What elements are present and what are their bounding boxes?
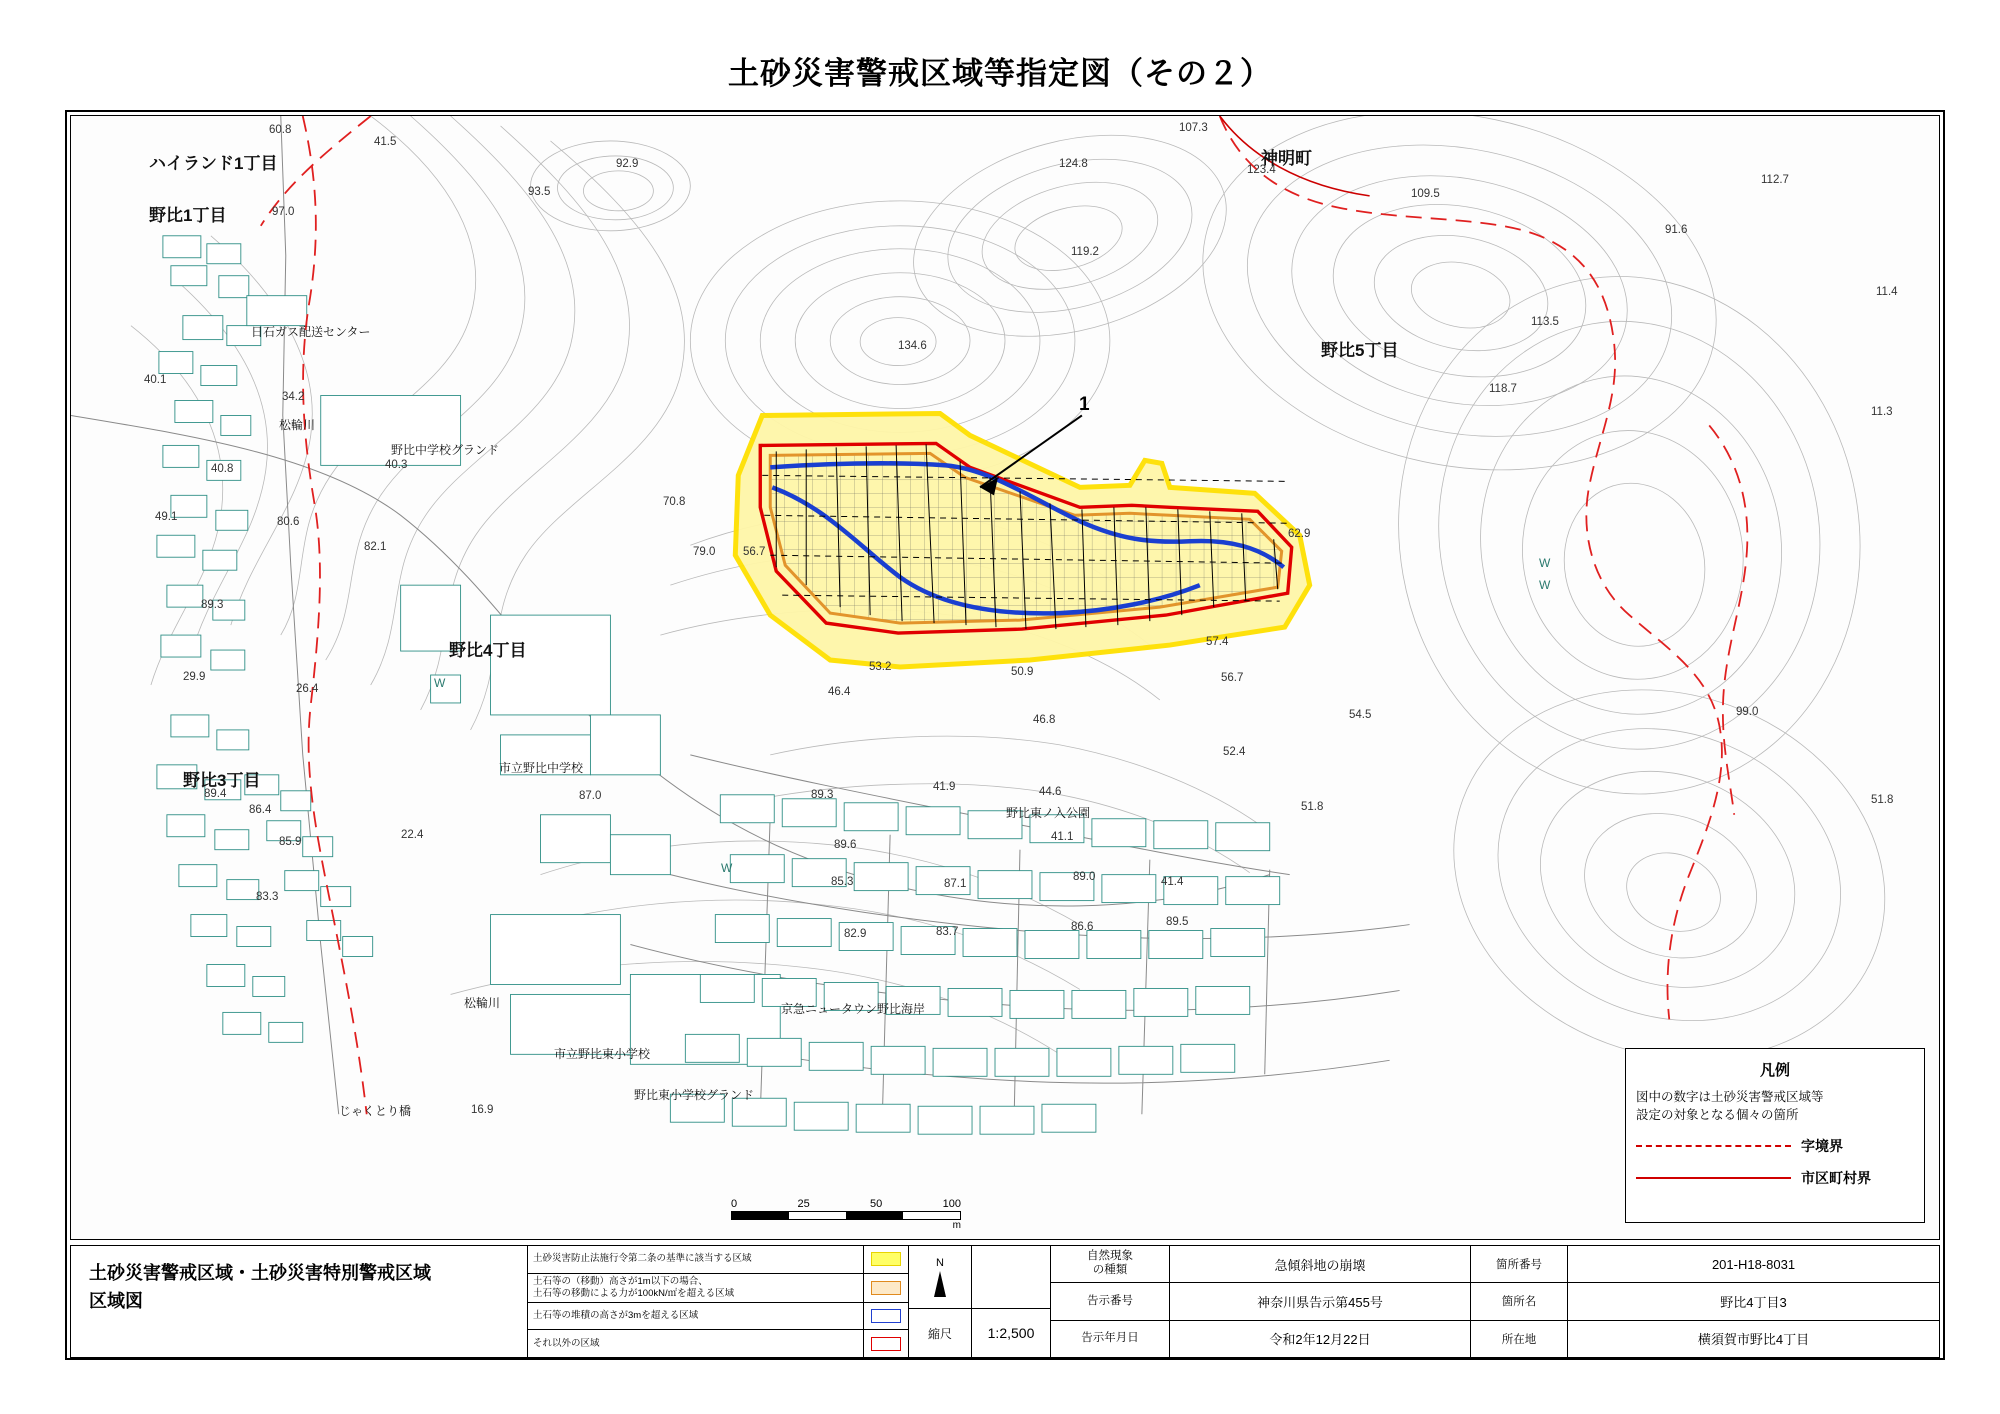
elevation-point-label: 53.2 [869, 661, 892, 673]
zone-kind-row [528, 1274, 908, 1303]
north-label: N [936, 1257, 944, 1269]
elevation-point-label: 16.9 [471, 1104, 494, 1116]
elevation-point-label: 134.6 [898, 340, 927, 352]
meta-header: 告示年月日 [1051, 1321, 1170, 1357]
water-mark-icon: W [721, 861, 733, 875]
elevation-point-label: 80.6 [277, 516, 300, 528]
meta-value: 野比4丁目3 [1720, 1294, 1787, 1310]
elevation-point-label: 57.4 [1206, 636, 1229, 648]
elevation-point-label: 41.4 [1161, 876, 1184, 888]
elevation-point-label: 79.0 [693, 546, 716, 558]
elevation-point-label: 41.1 [1051, 831, 1074, 843]
elevation-point-label: 87.0 [579, 790, 602, 802]
water-mark-icon: W [1539, 578, 1551, 592]
legend-item-municipal-boundary [1636, 1168, 1914, 1188]
facility-label: 野比東ノ入公園 [1006, 806, 1091, 820]
elevation-point-label: 85.3 [831, 876, 854, 888]
facility-label: 松輪川 [464, 996, 501, 1010]
scale-bar-graphic [731, 1211, 961, 1220]
map-doc-title-line1: 土砂災害警戒区域・土砂災害特別警戒区域 [89, 1263, 431, 1283]
solid-line-icon [1636, 1177, 1791, 1179]
facility-label: 市立野比東小学校 [554, 1047, 651, 1061]
elevation-point-label: 86.4 [249, 804, 272, 816]
zone-kind-swatch [863, 1330, 908, 1357]
facility-label: 市立野比中学校 [499, 761, 584, 775]
zone-kind-text: 土砂災害防止法施行令第二条の基準に該当する区域 [533, 1253, 752, 1265]
meta-value: 令和2年12月22日 [1170, 1321, 1471, 1357]
elevation-point-label: 118.7 [1489, 383, 1517, 395]
water-mark-icon: W [434, 676, 446, 690]
elevation-point-label: 62.9 [1288, 528, 1311, 540]
scale-spacer [972, 1246, 1050, 1309]
elevation-point-label: 97.0 [272, 206, 295, 218]
meta-header: 自然現象 の種類 [1051, 1246, 1170, 1282]
elevation-point-label: 52.4 [1223, 746, 1246, 758]
elevation-point-label: 85.9 [279, 836, 302, 848]
meta-header: 所在地 [1471, 1321, 1568, 1357]
elevation-point-label: 41.9 [933, 781, 956, 793]
page-title: 土砂災害警戒区域等指定図（その２） [728, 56, 1272, 91]
elevation-point-label: 113.5 [1531, 316, 1559, 328]
elevation-point-label: 89.3 [201, 599, 224, 611]
zone-kind-legend [528, 1246, 909, 1357]
dashed-line-icon [1636, 1145, 1791, 1147]
elevation-point-label: 99.0 [1736, 706, 1759, 718]
elevation-point-label: 83.7 [936, 926, 959, 938]
zone-kind-swatch [863, 1303, 908, 1330]
place-label: 野比4丁目 [449, 641, 527, 660]
elevation-point-label: 60.8 [269, 124, 292, 136]
elevation-point-label: 46.8 [1033, 714, 1056, 726]
north-arrow-icon [934, 1271, 946, 1297]
elevation-point-label: 91.6 [1665, 224, 1688, 236]
map-frame[interactable] [70, 115, 1940, 1240]
zone-kind-row [528, 1246, 908, 1274]
zone-kind-text: 土石等の（移動）高さが1m以下の場合、 土石等の移動による力が100kN/㎡を超える区域 [533, 1275, 735, 1299]
elevation-point-label: 46.4 [828, 686, 851, 698]
facility-label: 野比東小学校グランド [634, 1088, 755, 1102]
elevation-point-label: 56.7 [1221, 672, 1244, 684]
table-row [1051, 1283, 1939, 1320]
elevation-point-label: 34.2 [282, 391, 305, 403]
meta-header: 箇所番号 [1471, 1246, 1568, 1282]
table-row [1051, 1321, 1939, 1357]
elevation-point-label: 29.9 [183, 671, 206, 683]
elevation-point-label: 41.5 [374, 136, 397, 148]
elevation-point-label: 86.6 [1071, 921, 1094, 933]
legend-item-label: 市区町村界 [1801, 1170, 1871, 1187]
elevation-point-label: 87.1 [944, 878, 967, 890]
elevation-point-label: 11.3 [1871, 406, 1893, 418]
elevation-point-label: 89.5 [1166, 916, 1189, 928]
elevation-point-label: 124.8 [1059, 158, 1088, 170]
scale-unit: m [952, 1220, 961, 1231]
elevation-point-label: 56.7 [743, 546, 766, 558]
elevation-point-label: 82.9 [844, 928, 867, 940]
map-doc-title [71, 1246, 528, 1357]
elevation-point-label: 123.4 [1247, 164, 1276, 176]
elevation-point-label: 89.0 [1073, 871, 1096, 883]
zone-kind-swatch [863, 1246, 908, 1273]
elevation-point-label: 109.5 [1411, 188, 1440, 200]
elevation-point-label: 112.7 [1761, 174, 1789, 186]
place-label: 野比3丁目 [183, 771, 261, 790]
place-label: ハイランド1丁目 [149, 154, 278, 173]
place-label: 神明町 [1261, 149, 1312, 168]
legend-title: 凡例 [1759, 1062, 1790, 1079]
elevation-point-label: 82.1 [364, 541, 387, 553]
elevation-point-label: 40.8 [211, 463, 234, 475]
elevation-point-label: 70.8 [663, 496, 686, 508]
elevation-point-label: 50.9 [1011, 666, 1034, 678]
facility-label: 日石ガス配送センター [251, 325, 371, 339]
elevation-point-label: 40.1 [144, 374, 167, 386]
elevation-point-label: 51.8 [1871, 794, 1894, 806]
map-info-table [70, 1245, 1940, 1358]
elevation-point-label: 89.4 [204, 788, 227, 800]
water-mark-icon: W [1539, 556, 1551, 570]
elevation-point-label: 89.6 [834, 839, 857, 851]
zone-kind-swatch [863, 1274, 908, 1302]
zone-kind-row [528, 1303, 908, 1331]
scale-tick: 100 [942, 1198, 961, 1210]
elevation-point-label: 89.3 [811, 789, 834, 801]
elevation-point-label: 11.4 [1876, 286, 1898, 298]
legend-item-aza-boundary [1636, 1136, 1914, 1156]
elevation-point-label: 92.9 [616, 158, 639, 170]
elevation-point-label: 83.3 [256, 891, 279, 903]
elevation-point-label: 119.2 [1071, 246, 1099, 258]
meta-value: 神奈川県告示第455号 [1170, 1283, 1471, 1319]
north-arrow [909, 1246, 971, 1309]
place-label: 野比1丁目 [149, 206, 227, 225]
elevation-point-label: 107.3 [1179, 122, 1208, 134]
meta-header: 告示番号 [1051, 1283, 1170, 1319]
facility-label: 野比中学校グランド [391, 443, 500, 457]
elevation-point-label: 54.5 [1349, 709, 1372, 721]
elevation-point-label: 44.6 [1039, 786, 1062, 798]
map-meta-grid [1051, 1246, 1939, 1357]
elevation-point-label: 40.3 [385, 459, 408, 471]
scale-value: 1:2,500 [987, 1325, 1035, 1341]
scale-tick: 0 [731, 1198, 738, 1210]
scale-header-cell: 縮尺 [927, 1326, 952, 1341]
facility-label: 松輪川 [279, 418, 316, 432]
table-row [1051, 1246, 1939, 1283]
north-arrow-cell [909, 1246, 972, 1357]
zone-kind-text: 土石等の堆積の高さが3mを超える区域 [533, 1309, 699, 1321]
elevation-point-label: 49.1 [155, 511, 178, 523]
scale-bar [731, 1198, 961, 1231]
facility-label: じゃくとり橋 [339, 1104, 412, 1118]
place-label: 野比5丁目 [1321, 341, 1399, 360]
facility-label: 京急ニュータウン野比海岸 [781, 1002, 926, 1016]
elevation-point-label: 51.8 [1301, 801, 1324, 813]
map-doc-title-line2: 区域図 [89, 1290, 143, 1311]
scale-tick: 25 [797, 1198, 810, 1210]
legend-item-label: 字境界 [1801, 1138, 1843, 1155]
callout-number: 1 [1079, 394, 1090, 415]
scale-tick: 50 [870, 1198, 883, 1210]
legend-note: 図中の数字は土砂災害警戒区域等 設定の対象となる個々の箇所 [1636, 1090, 1824, 1123]
zone-kind-text: それ以外の区域 [533, 1337, 600, 1349]
meta-header: 箇所名 [1471, 1283, 1568, 1319]
zone-kind-row [528, 1330, 908, 1357]
meta-value: 201-H18-8031 [1711, 1256, 1796, 1272]
meta-value: 急傾斜地の崩壊 [1170, 1246, 1471, 1282]
map-legend [1625, 1048, 1925, 1223]
meta-value: 横須賀市野比4丁目 [1697, 1332, 1810, 1348]
scale-cell [972, 1246, 1051, 1357]
elevation-point-label: 93.5 [528, 186, 551, 198]
elevation-point-label: 26.4 [296, 683, 319, 695]
elevation-point-label: 22.4 [401, 829, 424, 841]
